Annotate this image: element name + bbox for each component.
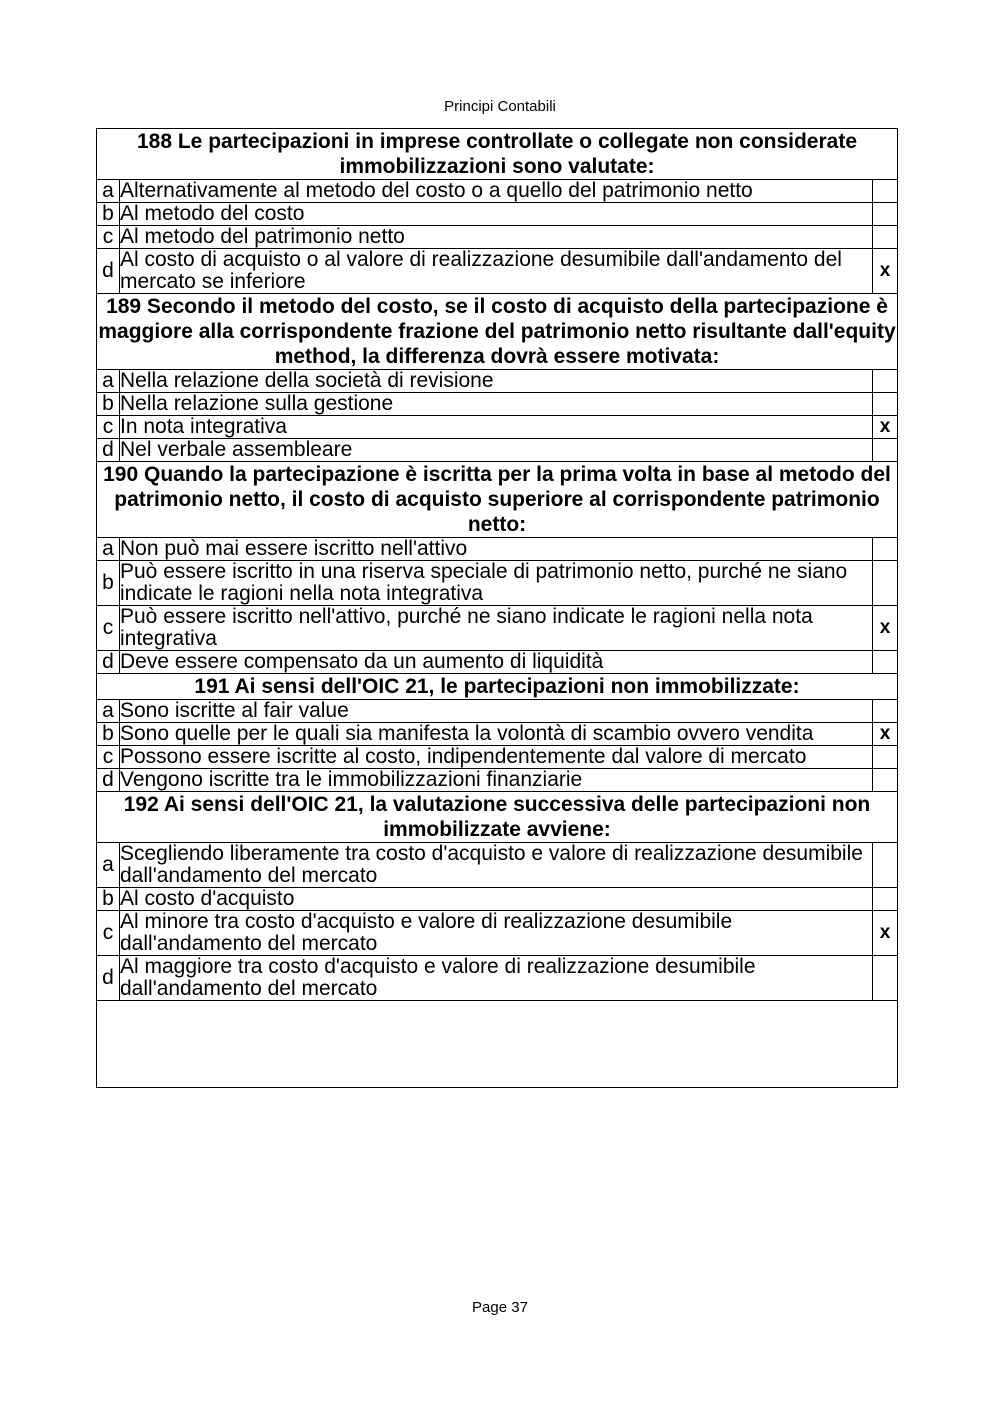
option-letter: a: [97, 843, 120, 888]
option-row: [97, 538, 898, 561]
option-text: Nel verbale assembleare: [120, 439, 873, 462]
option-text: Sono iscritte al fair value: [120, 700, 873, 723]
question-row: [97, 462, 898, 538]
option-text: Non può mai essere iscritto nell'attivo: [120, 538, 873, 561]
answer-mark: [873, 651, 898, 674]
answer-mark: [873, 561, 898, 606]
option-letter: b: [97, 888, 120, 911]
option-row: [97, 651, 898, 674]
option-row: [97, 843, 898, 888]
option-letter: b: [97, 203, 120, 226]
option-row: [97, 769, 898, 792]
page-footer: Page 37: [472, 1299, 528, 1316]
option-letter: d: [97, 439, 120, 462]
option-letter: c: [97, 746, 120, 769]
option-row: [97, 911, 898, 956]
option-text: Vengono iscritte tra le immobilizzazioni finanziarie: [120, 769, 873, 792]
answer-mark: [873, 888, 898, 911]
answer-mark: x: [873, 911, 898, 956]
answer-mark: [873, 769, 898, 792]
option-row: [97, 956, 898, 1001]
answer-mark: [873, 700, 898, 723]
option-letter: a: [97, 538, 120, 561]
answer-mark: [873, 956, 898, 1001]
question-row: [97, 674, 898, 700]
option-text: Al minore tra costo d'acquisto e valore di realizzazione desumibile dall'andamento del mercato: [120, 911, 873, 956]
option-row: [97, 416, 898, 439]
question-text: 191 Ai sensi dell'OIC 21, le partecipazioni non immobilizzate:: [97, 674, 898, 700]
option-row: [97, 370, 898, 393]
answer-mark: x: [873, 606, 898, 651]
option-row: [97, 723, 898, 746]
answer-mark: x: [873, 249, 898, 294]
option-row: [97, 561, 898, 606]
option-text: Al metodo del patrimonio netto: [120, 226, 873, 249]
option-row: [97, 249, 898, 294]
option-letter: c: [97, 911, 120, 956]
option-text: Deve essere compensato da un aumento di liquidità: [120, 651, 873, 674]
option-text: Alternativamente al metodo del costo o a quello del patrimonio netto: [120, 180, 873, 203]
question-text: 190 Quando la partecipazione è iscritta per la prima volta in base al metodo del patrimonio netto, il costo di acquisto superiore al corrispondente patrimonio netto:: [97, 462, 898, 538]
option-text: Al costo di acquisto o al valore di realizzazione desumibile dall'andamento del mercato se inferiore: [120, 249, 873, 294]
option-row: [97, 606, 898, 651]
answer-mark: [873, 203, 898, 226]
question-row: [97, 294, 898, 370]
option-letter: d: [97, 249, 120, 294]
option-row: [97, 180, 898, 203]
question-text: 188 Le partecipazioni in imprese controllate o collegate non considerate immobilizzazioni sono valutate:: [97, 129, 898, 180]
option-letter: a: [97, 370, 120, 393]
option-letter: b: [97, 561, 120, 606]
option-row: [97, 888, 898, 911]
option-letter: b: [97, 723, 120, 746]
option-letter: a: [97, 700, 120, 723]
question-text: 189 Secondo il metodo del costo, se il costo di acquisto della partecipazione è maggiore alla corrispondente frazione del patrimonio netto risultante dall'equity method, la differenza dovrà essere motivata:: [98, 295, 896, 368]
answer-mark: [873, 180, 898, 203]
option-letter: a: [97, 180, 120, 203]
option-letter: c: [97, 606, 120, 651]
option-text: Sono quelle per le quali sia manifesta la volontà di scambio ovvero vendita: [120, 723, 873, 746]
option-row: [97, 203, 898, 226]
option-letter: c: [97, 416, 120, 439]
page-header: Principi Contabili: [444, 98, 556, 115]
option-letter: d: [97, 651, 120, 674]
empty-row: [97, 1001, 898, 1088]
option-row: [97, 439, 898, 462]
option-text: In nota integrativa: [120, 416, 873, 439]
answer-mark: [873, 746, 898, 769]
option-text: Nella relazione della società di revisione: [120, 370, 873, 393]
option-text: Può essere iscritto in una riserva speciale di patrimonio netto, purché ne siano indicate le ragioni nella nota integrativa: [120, 561, 873, 606]
option-row: [97, 746, 898, 769]
option-row: [97, 700, 898, 723]
answer-mark: x: [873, 416, 898, 439]
option-letter: d: [97, 956, 120, 1001]
option-text: Al costo d'acquisto: [120, 888, 873, 911]
question-row: [97, 792, 898, 843]
option-row: [97, 226, 898, 249]
option-text: Al metodo del costo: [120, 203, 873, 226]
option-row: [97, 393, 898, 416]
answer-mark: [873, 226, 898, 249]
option-letter: d: [97, 769, 120, 792]
quiz-table: [96, 128, 898, 1088]
answer-mark: [873, 538, 898, 561]
question-row: [97, 129, 898, 180]
answer-mark: [873, 439, 898, 462]
option-text: Al maggiore tra costo d'acquisto e valore di realizzazione desumibile dall'andamento del mercato: [120, 956, 873, 1001]
option-text: Può essere iscritto nell'attivo, purché ne siano indicate le ragioni nella nota integrativa: [120, 606, 873, 651]
option-text: Nella relazione sulla gestione: [120, 393, 873, 416]
answer-mark: [873, 370, 898, 393]
empty-cell: [97, 1001, 898, 1088]
option-text: Possono essere iscritte al costo, indipendentemente dal valore di mercato: [120, 746, 873, 769]
option-letter: c: [97, 226, 120, 249]
question-text: 192 Ai sensi dell'OIC 21, la valutazione successiva delle partecipazioni non immobilizzate avviene:: [97, 792, 898, 843]
option-text: Scegliendo liberamente tra costo d'acquisto e valore di realizzazione desumibile dall'andamento del mercato: [120, 843, 873, 888]
answer-mark: [873, 393, 898, 416]
option-letter: b: [97, 393, 120, 416]
answer-mark: x: [873, 723, 898, 746]
answer-mark: [873, 843, 898, 888]
